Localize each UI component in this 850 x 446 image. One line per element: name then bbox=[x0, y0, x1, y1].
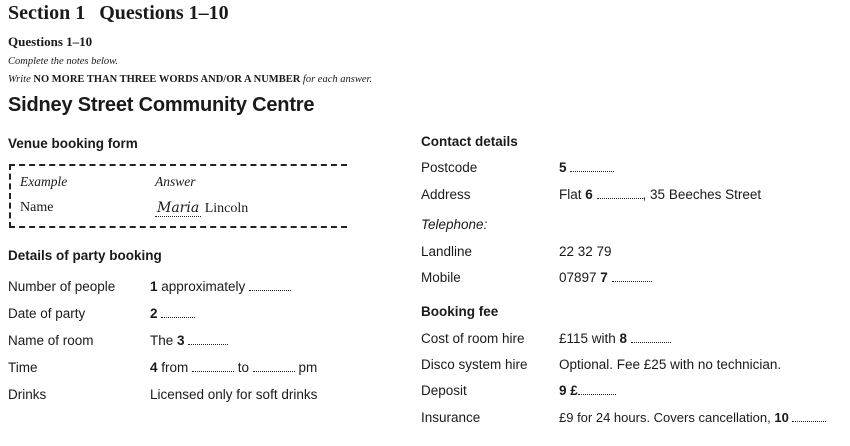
answer-blank[interactable] bbox=[631, 331, 671, 343]
question-number: 2 bbox=[150, 306, 158, 321]
example-name-value bbox=[155, 200, 248, 217]
question-9-field[interactable] bbox=[559, 383, 616, 398]
question-4-field[interactable] bbox=[150, 360, 317, 375]
room-hire-prefix: £115 with bbox=[559, 331, 620, 346]
drinks-label: Drinks bbox=[8, 387, 47, 402]
question-number: 3 bbox=[177, 333, 185, 348]
venue-booking-heading: Venue booking form bbox=[8, 136, 138, 151]
instruction-prefix: Write bbox=[8, 74, 34, 85]
instruction-word-limit-bold: NO MORE THAN THREE WORDS AND/OR A NUMBER bbox=[33, 74, 301, 85]
question-10-field[interactable] bbox=[559, 410, 826, 425]
example-box bbox=[9, 164, 347, 228]
date-of-party-label: Date of party bbox=[8, 306, 86, 321]
question-number: 10 bbox=[774, 410, 789, 425]
number-of-people-label: Number of people bbox=[8, 279, 116, 294]
answer-blank[interactable] bbox=[188, 333, 228, 345]
answer-blank[interactable] bbox=[570, 160, 614, 172]
answer-blank-from[interactable] bbox=[192, 360, 234, 372]
section-label: Section 1 bbox=[8, 2, 86, 24]
name-of-room-label: Name of room bbox=[8, 333, 94, 348]
question-number: 1 bbox=[150, 279, 158, 294]
insurance-prefix: £9 for 24 hours. Covers cancellation, bbox=[559, 410, 775, 425]
telephone-label: Telephone: bbox=[421, 217, 488, 232]
time-label: Time bbox=[8, 360, 38, 375]
question-1-suffix: approximately bbox=[157, 279, 246, 294]
answer-blank[interactable] bbox=[578, 383, 616, 395]
booking-fee-heading: Booking fee bbox=[421, 304, 499, 319]
question-3-field[interactable] bbox=[150, 333, 228, 348]
question-number: 5 bbox=[559, 160, 567, 175]
answer-blank[interactable] bbox=[612, 270, 652, 282]
answer-blank[interactable] bbox=[792, 410, 826, 422]
question-3-prefix: The bbox=[150, 333, 178, 348]
time-from: from bbox=[157, 360, 193, 375]
address-suffix: , 35 Beeches Street bbox=[642, 187, 762, 202]
questions-subheading: Questions 1–10 bbox=[8, 34, 93, 49]
drinks-value: Licensed only for soft drinks bbox=[150, 387, 318, 402]
deposit-label: Deposit bbox=[421, 383, 467, 398]
deposit-currency: £ bbox=[566, 383, 578, 398]
postcode-label: Postcode bbox=[421, 160, 478, 175]
document-title: Sidney Street Community Centre bbox=[8, 94, 315, 116]
instruction-complete-notes: Complete the notes below. bbox=[8, 56, 119, 67]
example-name-label: Name bbox=[20, 200, 54, 215]
address-prefix: Flat bbox=[559, 187, 586, 202]
question-number: 8 bbox=[619, 331, 628, 346]
answer-blank-to[interactable] bbox=[253, 360, 295, 372]
question-1-field[interactable] bbox=[150, 279, 291, 294]
party-details-heading: Details of party booking bbox=[8, 248, 162, 263]
answer-blank[interactable] bbox=[249, 279, 291, 291]
time-pm: pm bbox=[294, 360, 318, 375]
landline-value: 22 32 79 bbox=[559, 244, 612, 259]
address-label: Address bbox=[421, 187, 471, 202]
example-label: Example bbox=[20, 174, 68, 189]
time-to: to bbox=[234, 360, 253, 375]
question-2-field[interactable] bbox=[150, 306, 195, 321]
question-5-field[interactable] bbox=[559, 160, 614, 175]
disco-hire-value: Optional. Fee £25 with no technician. bbox=[559, 357, 782, 372]
question-8-field[interactable] bbox=[559, 331, 671, 346]
example-first-name: Maria bbox=[157, 200, 200, 216]
answer-blank[interactable] bbox=[597, 187, 643, 199]
instruction-suffix: for each answer. bbox=[300, 74, 373, 85]
question-number: 4 bbox=[150, 360, 158, 375]
section-heading bbox=[8, 2, 229, 25]
answer-blank[interactable] bbox=[161, 306, 195, 318]
landline-label: Landline bbox=[421, 244, 473, 259]
disco-hire-label: Disco system hire bbox=[421, 357, 528, 372]
mobile-label: Mobile bbox=[421, 270, 461, 285]
instruction-word-limit bbox=[8, 74, 372, 85]
example-last-name: Lincoln bbox=[204, 201, 249, 216]
question-number: 9 bbox=[559, 383, 567, 398]
question-number: 6 bbox=[585, 187, 593, 202]
question-6-field[interactable] bbox=[559, 187, 761, 202]
contact-details-heading: Contact details bbox=[421, 134, 518, 149]
answer-label: Answer bbox=[155, 174, 196, 189]
questions-range: Questions 1–10 bbox=[99, 2, 229, 24]
room-hire-label: Cost of room hire bbox=[421, 331, 525, 346]
question-7-field[interactable] bbox=[559, 270, 652, 285]
mobile-prefix: 07897 bbox=[559, 270, 601, 285]
question-number: 7 bbox=[600, 270, 608, 285]
insurance-label: Insurance bbox=[421, 410, 481, 425]
